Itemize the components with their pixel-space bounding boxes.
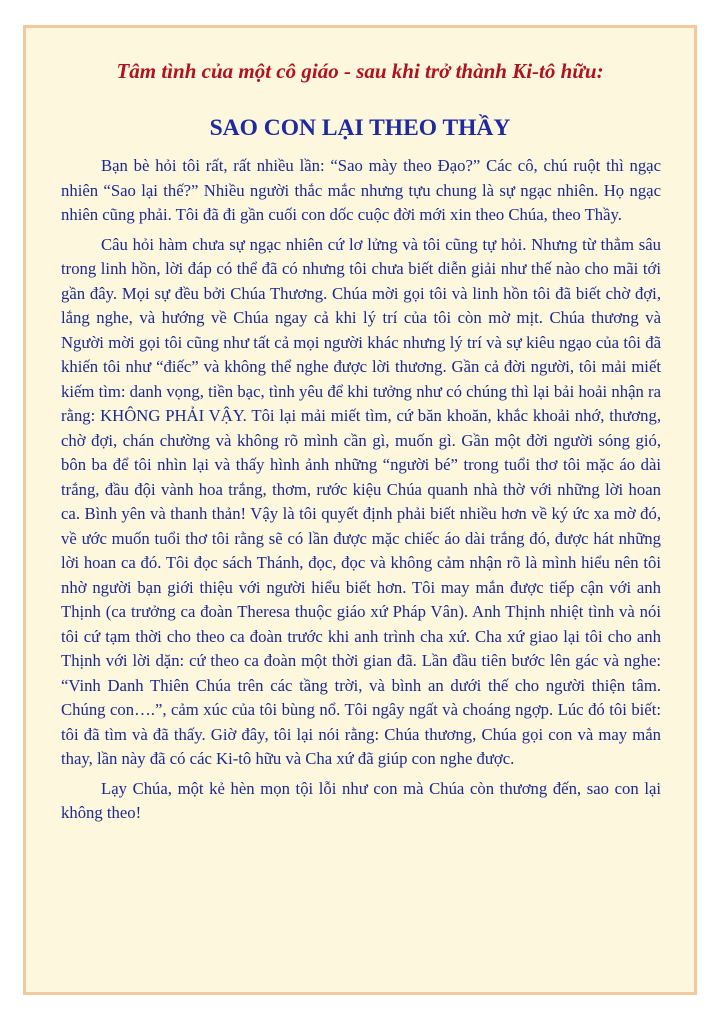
article-title: SAO CON LẠI THEO THẦY (209, 115, 511, 141)
paragraph: Lạy Chúa, một kẻ hèn mọn tội lỗi như con mà Chúa còn thương đến, sao con lại không theo! (61, 778, 661, 822)
article-subtitle: Tâm tình của một cô giáo - sau khi trở thành Ki-tô hữu: (116, 59, 604, 83)
article-body (61, 154, 661, 831)
paragraph: Bạn bè hỏi tôi rất, rất nhiều lần: “Sao mày theo Đạo?” Các cô, chú ruột thì ngạc nhiên “Sao lại thế?” Nhiều người thắc mắc nhưng tựu chung là sự ngạc nhiên. Họ ngạc nhiên cũng phải. Tôi đã đi gần cuối con dốc cuộc đời mới xin theo Chúa, theo Thầy. (61, 156, 661, 224)
paragraph: Câu hỏi hàm chưa sự ngạc nhiên cứ lơ lửng và tôi cũng tự hỏi. Nhưng từ thẳm sâu trong linh hồn, lời đáp có thể đã có nhưng tôi chưa biết diễn giải như thế nào cho mãi tới gần đây. Mọi sự đều bởi Chúa Thương. Chúa mời gọi tôi và linh hồn tôi đã biết chờ đợi, lắng nghe, và hướng về Chúa ngay cả khi lý trí của tôi còn mờ mịt. Chúa thương và Người mời gọi tôi cũng như tất cả mọi người khác nhưng lý trí và sự kiêu ngạo của tôi đã khiến tôi như “điếc” và không thể nghe được lời thương. Gần cả đời người, tôi mải miết kiếm tìm: danh vọng, tiền bạc, tình yêu để khi tưởng như có chúng thì lại bải hoải nhận ra rằng: KHÔNG PHẢI VẬY. Tôi lại mải miết tìm, cứ băn khoăn, khắc khoải nhớ, thương, chờ đợi, chán chường và không rõ mình cần gì, muốn gì. Gần một đời người sóng gió, bôn ba để tôi nhìn lại và thấy hình ảnh những “người bé” trong tuổi thơ tôi mặc áo dài trắng, đầu đội vành hoa trắng, thơm, rước kiệu Chúa quanh nhà thờ với những lời hoan ca. Bình yên và thanh thản! Vậy là tôi quyết định phải biết nhiều hơn về ký ức xa mờ đó, về ước muốn tuổi thơ tôi rằng sẽ có lần được mặc chiếc áo dài trắng đó, được hát những lời hoan ca đó. Tôi đọc sách Thánh, đọc, đọc và không cảm nhận rõ là mình hiểu nên tôi nhờ người bạn giới thiệu với người hiểu biết hơn. Tôi may mắn được tiếp cận với anh Thịnh (ca trưởng ca đoàn Theresa thuộc giáo xứ Pháp Vân). Anh Thịnh nhiệt tình và nói tôi cứ tạm thời cho theo ca đoàn trước khi anh trình cha xứ. Cha xứ giao lại tôi cho anh Thịnh với lời dặn: cứ theo ca đoàn một thời gian đã. Lần đầu tiên bước lên gác và nghe: “Vinh Danh Thiên Chúa trên các tầng trời, và bình an dưới thế cho người thiện tâm. Chúng con….”, cảm xúc của tôi bùng nổ. Tôi ngây ngất và choáng ngợp. Lúc đó tôi biết: tôi đã tìm và đã thấy. Giờ đây, tôi lại nói rằng: Chúa thương, Chúa gọi con và may mắn thay, lần này đã có các Ki-tô hữu và Cha xứ đã giúp con nghe được. (61, 234, 661, 768)
page-frame (23, 25, 697, 995)
